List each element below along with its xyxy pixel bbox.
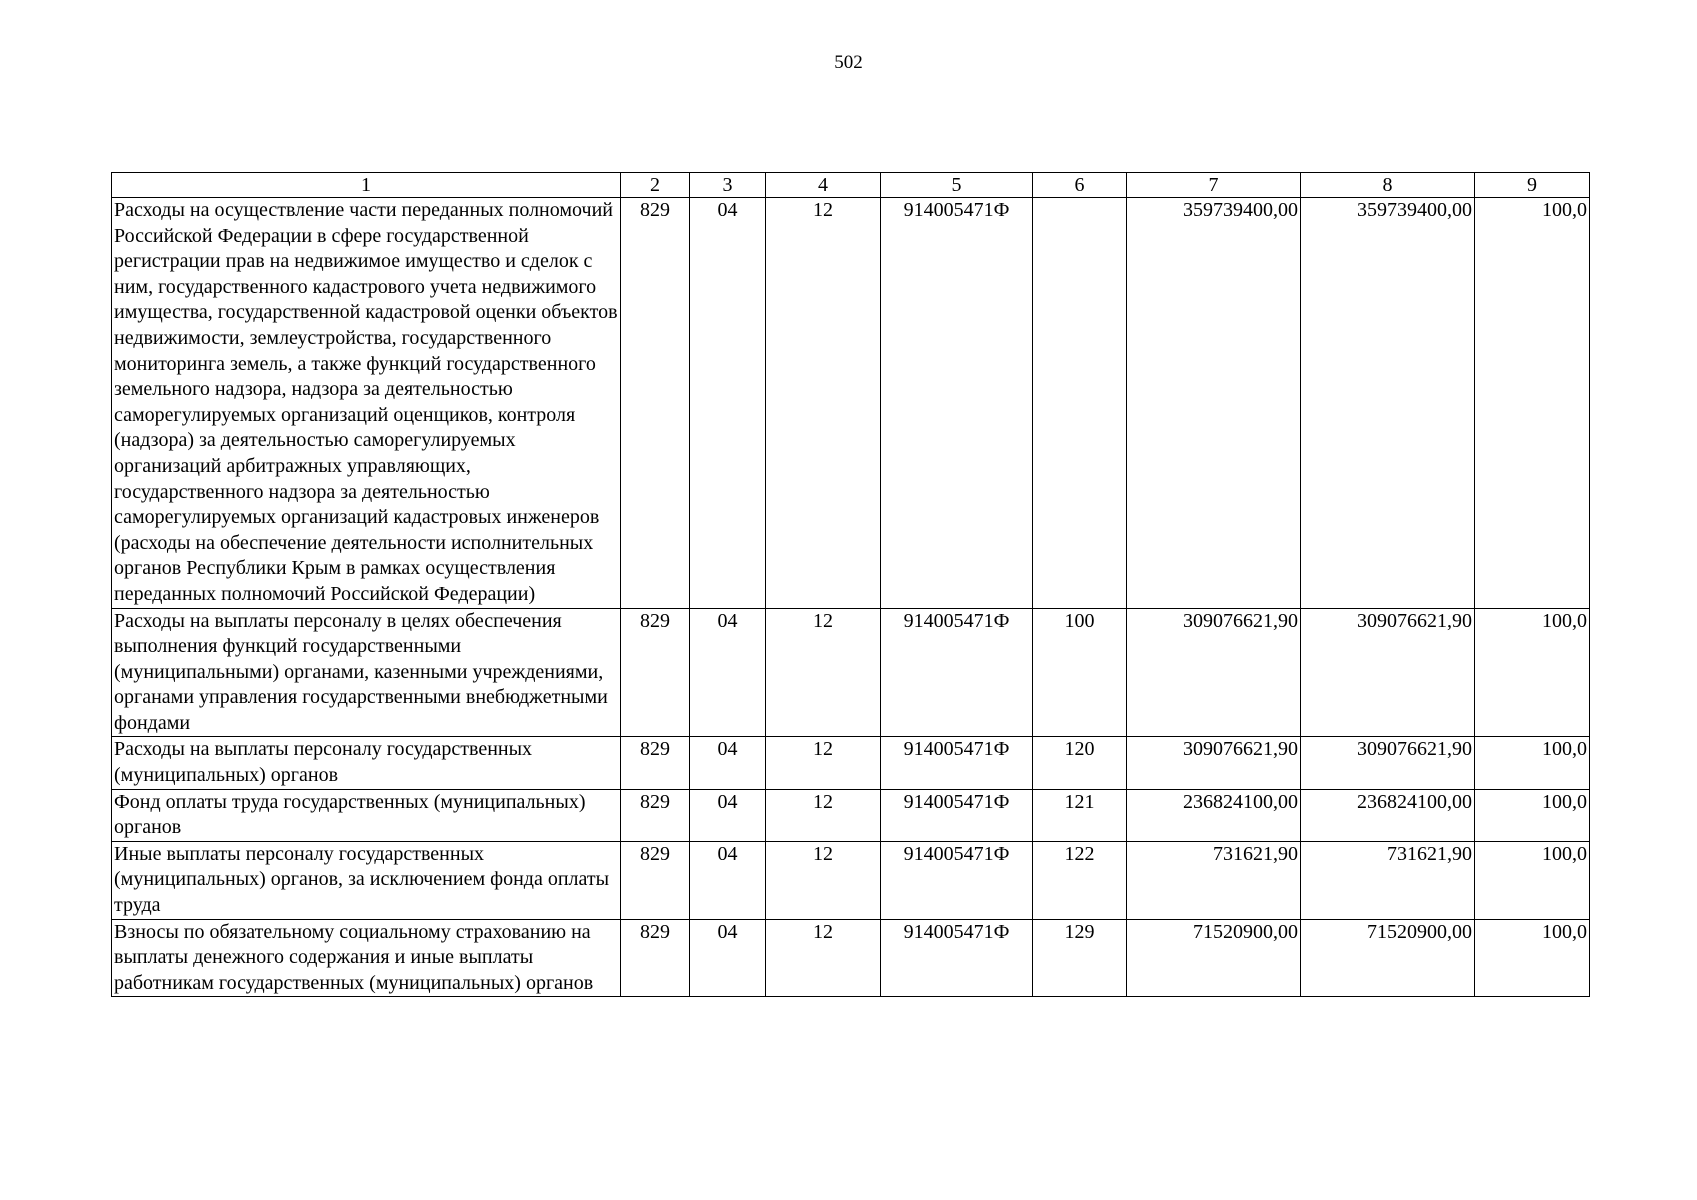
row-name: Фонд оплаты труда государственных (муниципальных) органов	[112, 789, 621, 841]
cell-col7: 309076621,90	[1127, 608, 1301, 737]
table-row	[112, 841, 1590, 919]
cell-col4: 12	[766, 789, 881, 841]
row-name: Взносы по обязательному социальному страхованию на выплаты денежного содержания и иные выплаты работникам государственных (муниципальных) органов	[112, 919, 621, 997]
cell-col5: 914005471Ф	[881, 919, 1033, 997]
row-name: Расходы на осуществление части переданных полномочий Российской Федерации в сфере государственной регистрации прав на недвижимое имущество и сделок с ним, государственного кадастрового учета недвижимого имущества, государственной кадастровой оценки объектов недвижимости, землеустройства, государственного мониторинга земель, а также функций государственного земельного надзора, надзора за деятельностью саморегулируемых организаций оценщиков, контроля (надзора) за деятельностью саморегулируемых организаций арбитражных управляющих, государственного надзора за деятельностью саморегулируемых организаций кадастровых инженеров (расходы на обеспечение деятельности исполнительных органов Республики Крым в рамках осуществления переданных полномочий Российской Федерации)	[112, 198, 621, 609]
cell-col7: 236824100,00	[1127, 789, 1301, 841]
column-header: 1	[112, 173, 621, 198]
cell-col2: 829	[621, 608, 690, 737]
cell-col9: 100,0	[1475, 608, 1590, 737]
cell-col3: 04	[690, 789, 766, 841]
column-header: 8	[1301, 173, 1475, 198]
cell-col5: 914005471Ф	[881, 737, 1033, 789]
cell-col6: 120	[1033, 737, 1127, 789]
cell-col8: 359739400,00	[1301, 198, 1475, 609]
cell-col3: 04	[690, 841, 766, 919]
cell-col9: 100,0	[1475, 737, 1590, 789]
table-row	[112, 608, 1590, 737]
cell-col4: 12	[766, 737, 881, 789]
cell-col8: 731621,90	[1301, 841, 1475, 919]
cell-col9: 100,0	[1475, 789, 1590, 841]
cell-col8: 236824100,00	[1301, 789, 1475, 841]
column-header: 3	[690, 173, 766, 198]
row-name: Расходы на выплаты персоналу государственных (муниципальных) органов	[112, 737, 621, 789]
cell-col4: 12	[766, 919, 881, 997]
cell-col9: 100,0	[1475, 198, 1590, 609]
cell-col8: 309076621,90	[1301, 608, 1475, 737]
column-header: 2	[621, 173, 690, 198]
table-row	[112, 919, 1590, 997]
cell-col4: 12	[766, 841, 881, 919]
page-number: 502	[834, 52, 863, 73]
cell-col5: 914005471Ф	[881, 198, 1033, 609]
column-header: 5	[881, 173, 1033, 198]
cell-col2: 829	[621, 198, 690, 609]
cell-col2: 829	[621, 789, 690, 841]
cell-col7: 359739400,00	[1127, 198, 1301, 609]
cell-col7: 71520900,00	[1127, 919, 1301, 997]
row-name: Иные выплаты персоналу государственных (муниципальных) органов, за исключением фонда оплаты труда	[112, 841, 621, 919]
table-row	[112, 198, 1590, 609]
table-row	[112, 789, 1590, 841]
cell-col6: 100	[1033, 608, 1127, 737]
cell-col3: 04	[690, 608, 766, 737]
column-header: 6	[1033, 173, 1127, 198]
cell-col9: 100,0	[1475, 841, 1590, 919]
cell-col4: 12	[766, 198, 881, 609]
cell-col7: 731621,90	[1127, 841, 1301, 919]
cell-col9: 100,0	[1475, 919, 1590, 997]
cell-col5: 914005471Ф	[881, 608, 1033, 737]
cell-col8: 71520900,00	[1301, 919, 1475, 997]
cell-col6: 122	[1033, 841, 1127, 919]
cell-col6: 129	[1033, 919, 1127, 997]
cell-col6	[1033, 198, 1127, 609]
column-header: 7	[1127, 173, 1301, 198]
cell-col3: 04	[690, 737, 766, 789]
table-row	[112, 737, 1590, 789]
cell-col8: 309076621,90	[1301, 737, 1475, 789]
column-header: 9	[1475, 173, 1590, 198]
cell-col5: 914005471Ф	[881, 789, 1033, 841]
cell-col2: 829	[621, 919, 690, 997]
column-header: 4	[766, 173, 881, 198]
cell-col5: 914005471Ф	[881, 841, 1033, 919]
cell-col3: 04	[690, 919, 766, 997]
cell-col2: 829	[621, 841, 690, 919]
budget-table	[111, 172, 1590, 997]
cell-col7: 309076621,90	[1127, 737, 1301, 789]
cell-col2: 829	[621, 737, 690, 789]
header-row	[112, 173, 1590, 198]
cell-col3: 04	[690, 198, 766, 609]
row-name: Расходы на выплаты персоналу в целях обеспечения выполнения функций государственными (муниципальными) органами, казенными учреждениями, органами управления государственными внебюджетными фондами	[112, 608, 621, 737]
cell-col6: 121	[1033, 789, 1127, 841]
cell-col4: 12	[766, 608, 881, 737]
